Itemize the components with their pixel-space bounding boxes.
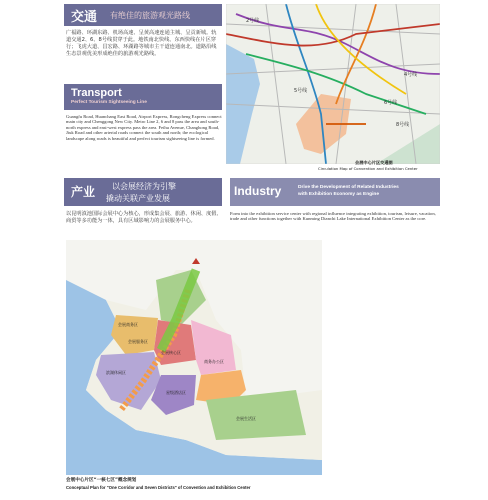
district-label-3: 会展核心区 [161,350,181,355]
transport-map [226,4,440,164]
concept-plan-graphic [66,240,322,475]
industry-en-header-bar [230,178,440,206]
transport-cn-body: 广福路、环湖东路、机场高速、呈黄高速连通主城、呈贡新城。轨道交通2、6、8号线贯穿于此。地铁南北快线、东西快线在片区穿行；飞虎大道、昌宏路、环湖路等城市主干道连通南北。道路沿线生态景观优美形成绝佳的旅游观光路线。 [66,30,217,57]
map-label-line4: 4号线 [404,72,418,78]
district-label-4: 商务办公区 [204,359,224,364]
transport-en-body: Guangfu Road, Huanchang East Road, Airport Express, Rongcheng Express connect main city and Chenggong New City. Metro Line 2, 6 and 8 pass the area and south-north express and east-west express pass the area. Feihu Avenue, Changhong Road, Jiuk Road and other arterial roads connect the south and north; the ecological landscape along roads is beautiful and perfect tourism sightseeing line is formed. [66,114,222,141]
district-label-6: 星级酒店区 [166,390,186,395]
map-label-line2: 2号线 [246,18,260,24]
concept-plan-caption-en: Conceptual Plan for "One Corridor and Seven Districts" of Convention and Exhibition Center [66,485,251,490]
transport-cn-title: 交通 [71,10,98,25]
transport-cn-header-bar [64,4,222,26]
industry-cn-body: 以昆明滇池国际会展中心为核心，形成集会展、旅游、休闲、度假、商贸等多功能为一体，具有区域影响力的会展服务中心。 [66,211,222,224]
district-label-2: 会展服务区 [128,339,148,344]
concept-plan-caption-cn: 会展中心片区“一核七区”概念规划 [66,478,137,483]
map-label-line6: 6号线 [384,100,398,106]
district-label-1: 会展商务区 [118,322,138,327]
transport-en-header-bar [64,84,222,110]
district-label-5: 滨湖休闲区 [106,370,126,375]
transport-map-caption-en: Circulation Map of Convention and Exhibition Center [318,166,418,171]
industry-en-subtitle-1: Drive the Development of Related Industries [298,185,399,190]
transport-map-graphic [226,4,440,164]
map-label-line5: 5号线 [294,88,308,94]
industry-cn-subtitle-1: 以会展经济为引擎 [112,182,176,191]
transport-en-title: Transport [71,87,122,99]
district-label-7: 会展生活区 [236,416,256,421]
map-label-line8: 8号线 [396,122,410,128]
industry-cn-title: 产业 [71,185,96,199]
transport-en-subtitle: Perfect Tourism Sightseeing Line [71,100,147,105]
industry-en-title: Industry [234,184,282,198]
concept-plan-map [66,240,322,475]
industry-cn-subtitle-2: 撬动关联产业发展 [106,194,170,203]
industry-en-subtitle-2: with Exhibition Economy as Engine [298,192,380,197]
transport-map-caption-cn: 会展中心片区交通图 [355,160,393,165]
transport-cn-subtitle: 有绝佳的旅游观光路线 [110,11,190,20]
industry-cn-header-bar [64,178,222,206]
industry-en-body: Form into the exhibition service center with regional influence integrating exhibition, tourism, leisure, vacation, trade and other functions together with Kunming Dianchi Lake International Exhibition Center as the core. [230,211,436,222]
